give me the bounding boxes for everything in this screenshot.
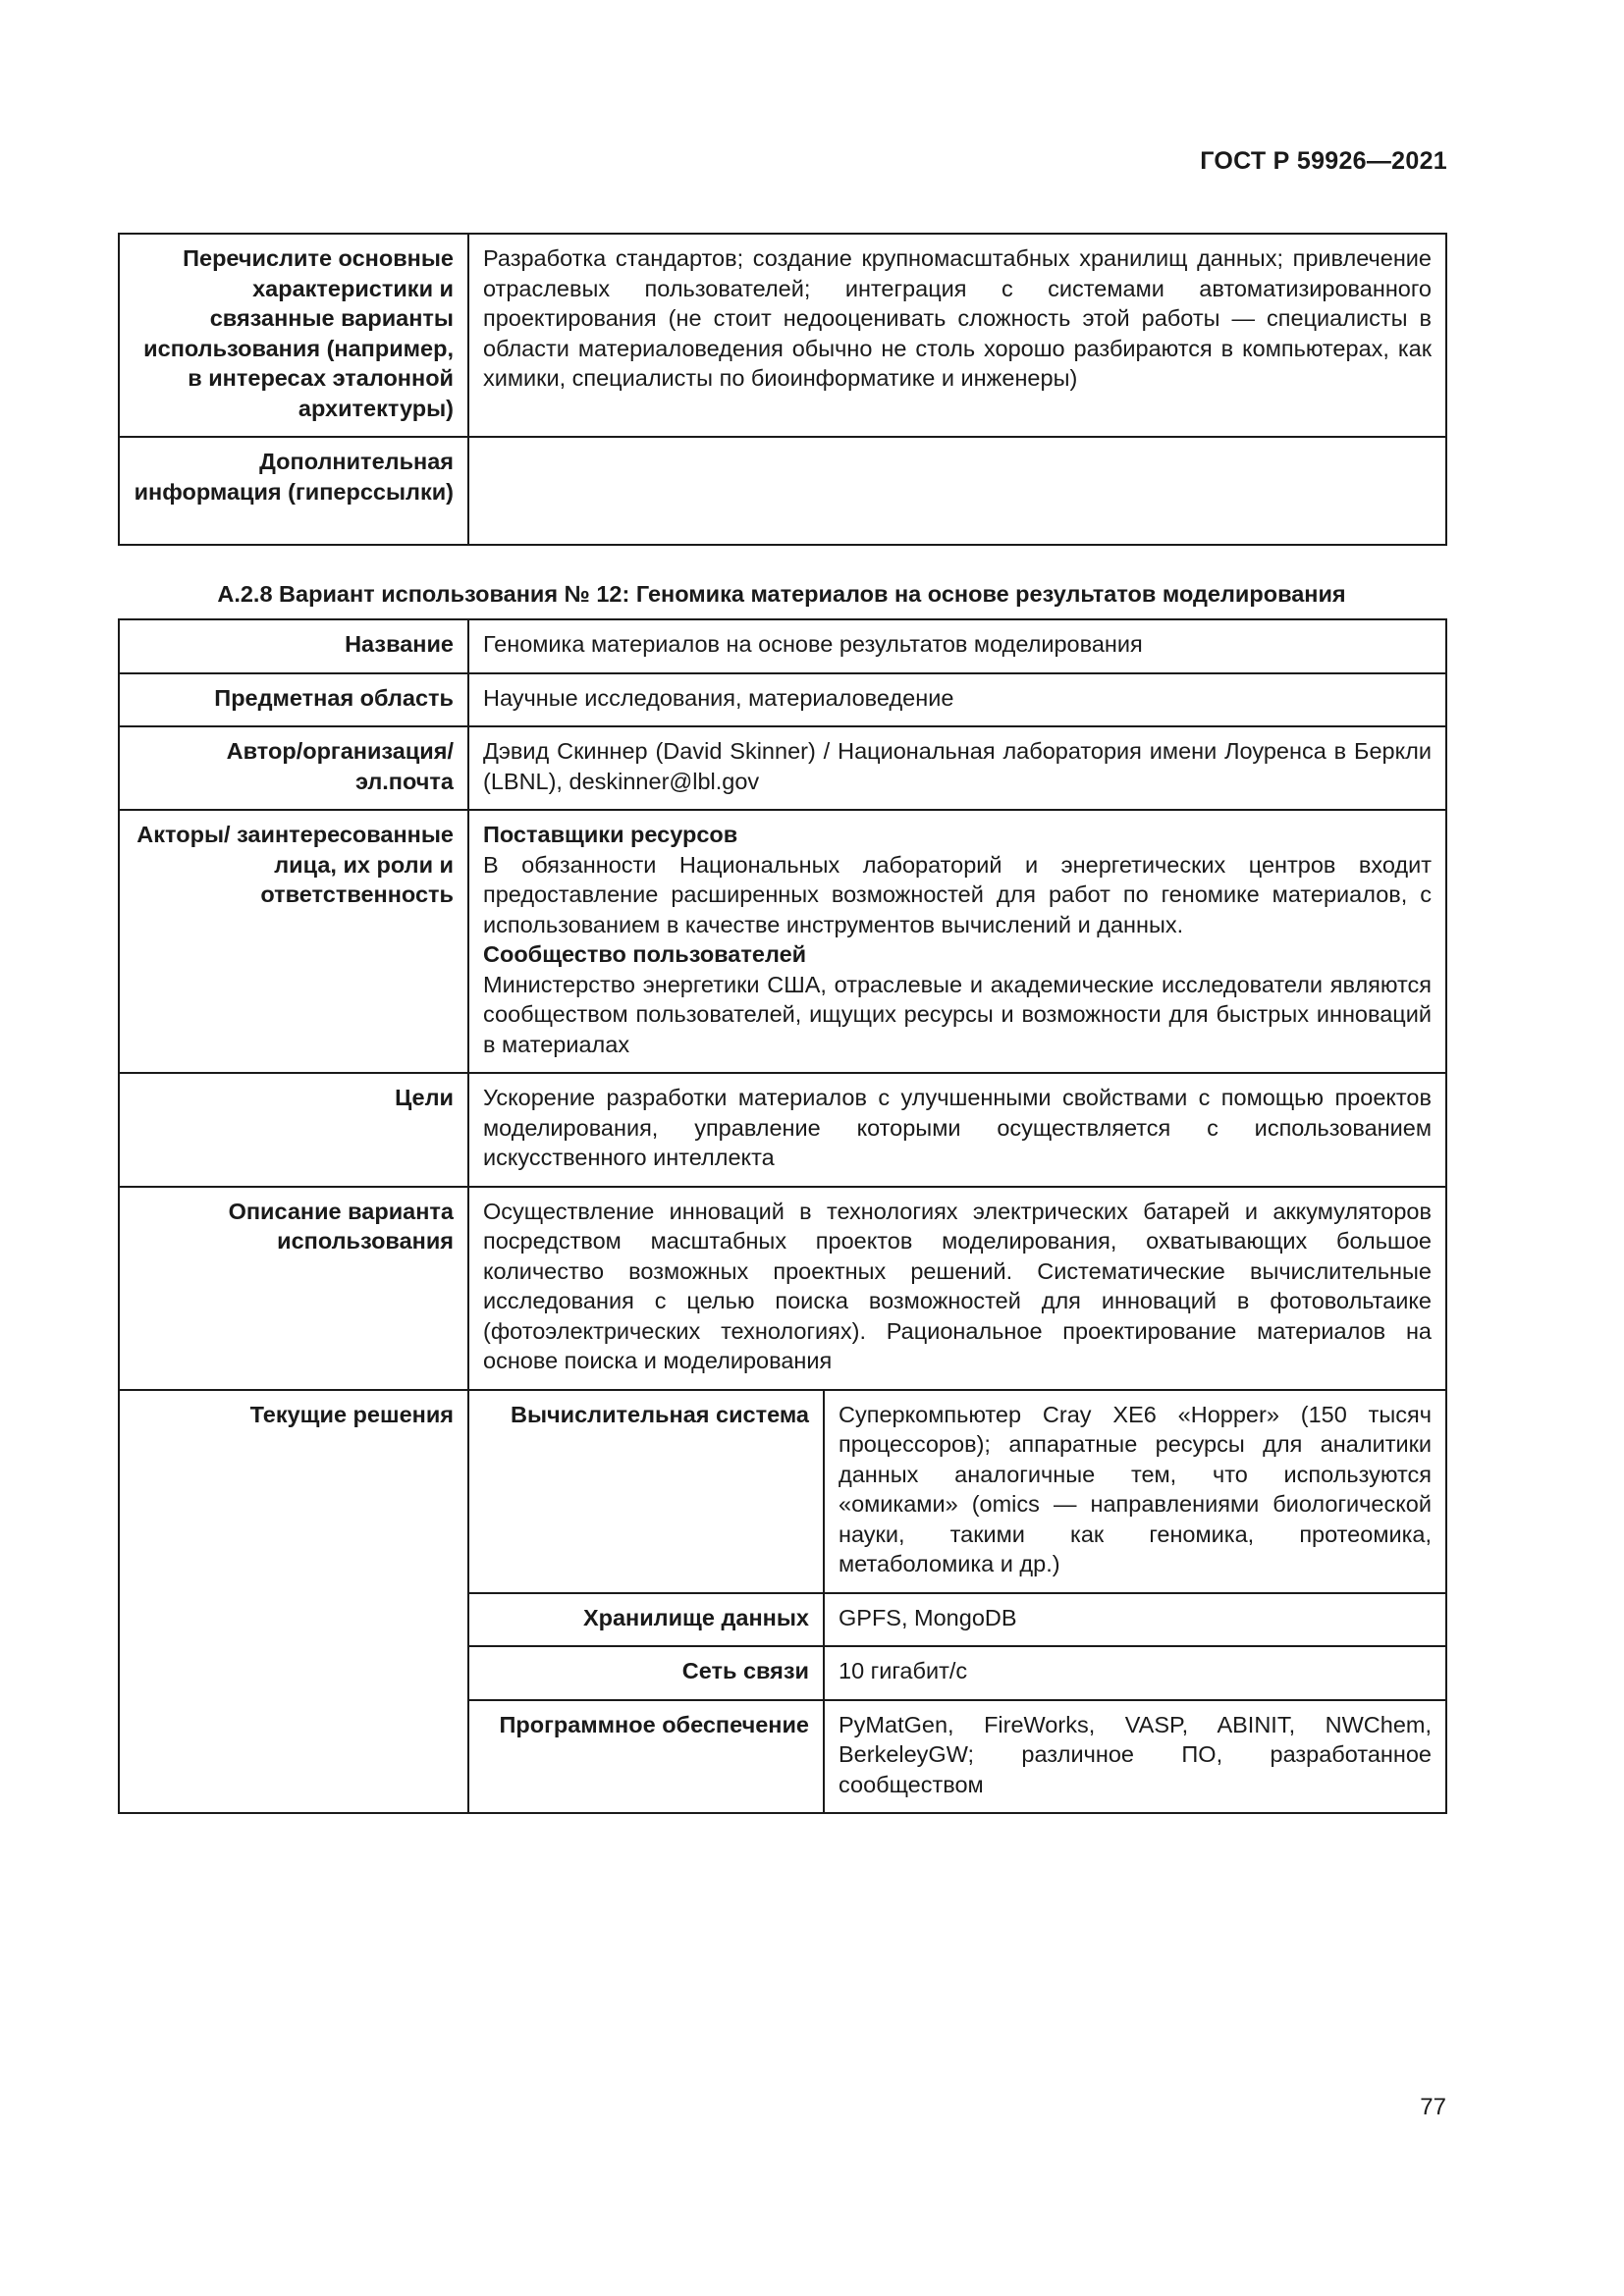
name-value: Геномика материалов на основе результатов моделирования (468, 619, 1446, 673)
document-code: ГОСТ Р 59926—2021 (1200, 147, 1447, 175)
actors-label: Акторы/ заинтересованные лица, их роли и ответственность (119, 810, 468, 1073)
name-label: Название (119, 619, 468, 673)
description-value: Осуществление инноваций в технологиях электрических батарей и аккумуляторов посредством масштабных проектов моделирования, охватывающих большое количество возможных проектных решений. Систематические вычислительные исследования с целью поиска возможностей для инноваций в фотовольтаике (фотоэлектрических технологиях). Рациональное проектирование материалов на основе поиска и моделирования (468, 1187, 1446, 1390)
description-label: Описание варианта использования (119, 1187, 468, 1390)
actors-heading-community: Сообщество пользователей (483, 941, 807, 967)
current-solutions-label: Текущие решения (119, 1390, 468, 1814)
network-value: 10 гигабит/с (824, 1646, 1446, 1700)
domain-label: Предметная область (119, 673, 468, 727)
table-row (119, 726, 1446, 810)
software-label: Программное обеспечение (468, 1700, 824, 1814)
domain-value: Научные исследования, материаловедение (468, 673, 1446, 727)
actors-text-community: Министерство энергетики США, отраслевые и академические исследователи являются сообществом пользователей, ищущих ресурсы и возможности для быстрых инноваций в материалах (483, 971, 1432, 1057)
table-row (119, 437, 1446, 545)
row-label: Перечислите основные характеристики и связанные варианты использования (например, в интересах эталонной архитектуры) (119, 234, 468, 437)
goals-value: Ускорение разработки материалов с улучшенными свойствами с помощью проектов моделирования, управление которыми осуществляется с использованием искусственного интеллекта (468, 1073, 1446, 1187)
compute-value: Суперкомпьютер Cray XE6 «Hopper» (150 тысяч процессоров); аппаратные ресурсы для аналитики данных аналогичные тем, что используются «омиками» (omics — направлениями биологической науки, такими как геномика, протеомика, метаболомика и др.) (824, 1390, 1446, 1593)
table-row (119, 810, 1446, 1073)
author-value: Дэвид Скиннер (David Skinner) / Национальная лаборатория имени Лоуренса в Беркли (LBNL), deskinner@lbl.gov (468, 726, 1446, 810)
row-value: Разработка стандартов; создание крупномасштабных хранилищ данных; привлечение отраслевых пользователей; интеграция с системами автоматизированного проектирования (не стоит недооценивать сложность этой работы — специалисты в области материаловедения обычно не столь хорошо разбираются в компьютерах, как химики, специалисты по биоинформатике и инженеры) (468, 234, 1446, 437)
table-row (119, 673, 1446, 727)
compute-label: Вычислительная система (468, 1390, 824, 1593)
network-label: Сеть связи (468, 1646, 824, 1700)
software-value: PyMatGen, FireWorks, VASP, ABINIT, NWChem, BerkeleyGW; различное ПО, разработанное сообществом (824, 1700, 1446, 1814)
section-title: А.2.8 Вариант использования № 12: Геномика материалов на основе результатов моделирования (217, 581, 1346, 607)
table-row (119, 1073, 1446, 1187)
storage-label: Хранилище данных (468, 1593, 824, 1647)
use-case-table (118, 618, 1447, 1814)
row-label: Дополнительная информация (гиперссылки) (119, 437, 468, 545)
table-row (119, 234, 1446, 437)
table-row (119, 619, 1446, 673)
actors-text-providers: В обязанности Национальных лабораторий и энергетических центров входит предоставление расширенных возможностей для работ по геномике материалов, с использованием в качестве инструментов вычислений и данных. (483, 851, 1432, 937)
actors-heading-providers: Поставщики ресурсов (483, 822, 738, 847)
page-number: 77 (1420, 2094, 1446, 2120)
row-value (468, 437, 1446, 545)
table-row (119, 1187, 1446, 1390)
table-row (119, 1390, 1446, 1593)
actors-value (468, 810, 1446, 1073)
goals-label: Цели (119, 1073, 468, 1187)
author-label: Автор/организация/ эл.почта (119, 726, 468, 810)
previous-table (118, 233, 1447, 546)
storage-value: GPFS, MongoDB (824, 1593, 1446, 1647)
